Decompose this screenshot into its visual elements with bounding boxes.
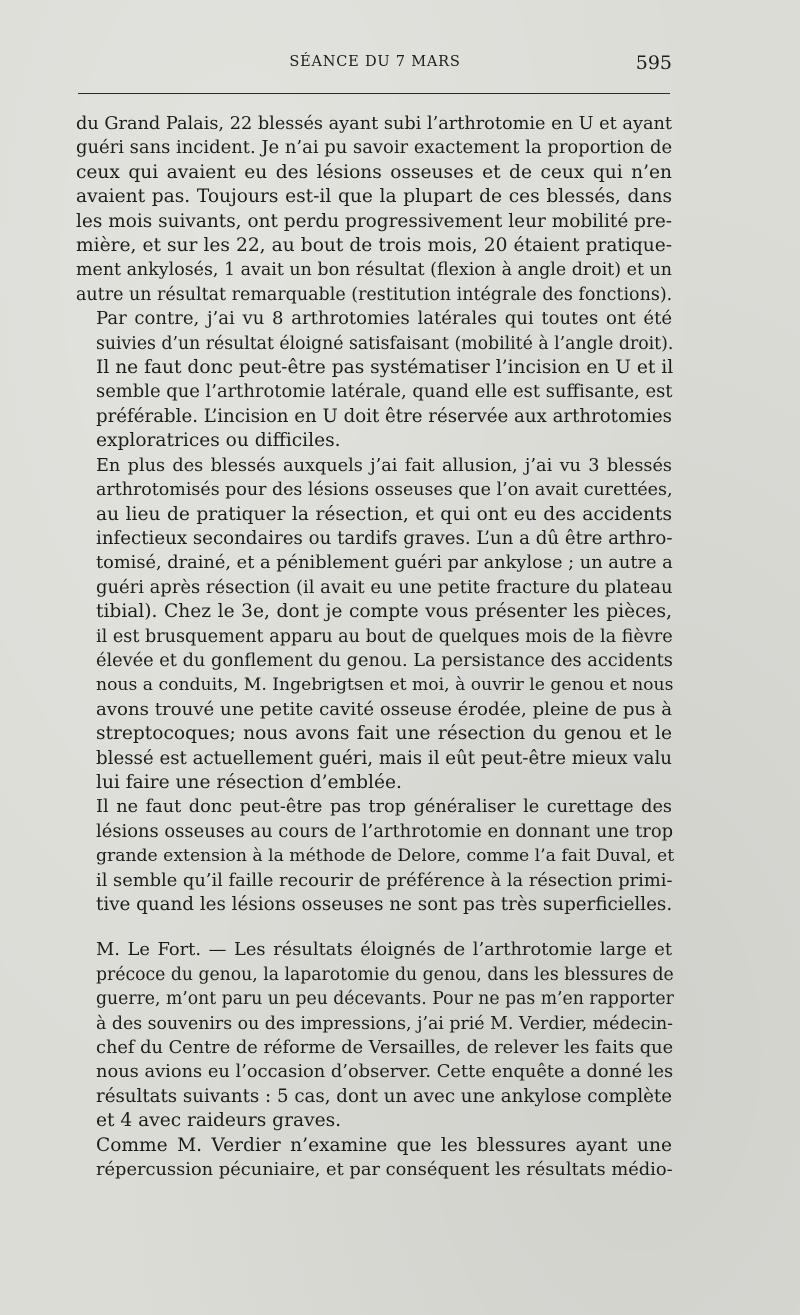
text-line: à des souvenirs ou des impressions, j’ai prié M. Verdier, médecin- [96,1013,674,1034]
paragraph-6 [76,1134,672,1183]
text-line: exploratrices ou difficiles. [96,430,341,452]
text-line: autre un résultat remarquable (restitution intégrale des fonctions). [76,284,673,305]
text-line: et 4 avec raideurs graves. [96,1110,342,1132]
text-line: suivies d’un résultat éloigné satisfaisant (mobilité à l’angle droit). [96,333,674,354]
text-line: M. Le Fort. — Les résultats éloignés de l’arthrotomie large et [96,939,672,961]
text-line: avons trouvé une petite cavité osseuse érodée, pleine de pus à [96,698,672,720]
text-line: ceux qui avaient eu des lésions osseuses et de ceux qui n’en [76,161,672,183]
text-line: au lieu de pratiquer la résection, et qui ont eu des accidents [96,503,672,525]
paragraph-2 [76,307,672,453]
text-line: lésions osseuses au cours de l’arthrotomie en donnant une trop [96,820,674,842]
text-line: tomisé, drainé, et a péniblement guéri par ankylose ; un autre a [96,553,673,574]
text-line: Comme M. Verdier n’examine que les blessures ayant une [96,1134,672,1156]
text-line: guéri après résection (il avait eu une petite fracture du plateau [96,576,673,598]
text-line: ment ankylosés, 1 avait un bon résultat (flexion à angle droit) et un [76,260,672,281]
page-number: 595 [635,52,672,74]
running-header [78,54,672,78]
text-line: il est brusquement apparu au bout de quelques mois de la fièvre [96,626,673,647]
text-line: guéri sans incident. Je n’ai pu savoir exactement la proportion de [76,137,673,159]
text-line: précoce du genou, la laparotomie du genou, dans les blessures de [96,964,674,985]
text-line: grande extension à la méthode de Delore, comme l’a fait Duval, et [96,846,675,867]
text-line: mière, et sur les 22, au bout de trois mois, 20 étaient pratique- [76,235,672,257]
paragraph-4 [76,795,675,917]
text-line: blessé est actuellement guéri, mais il eût peut-être mieux valu [96,747,672,769]
header-rule [78,93,670,94]
text-line: il semble qu’il faille recourir de préférence à la résection primi- [96,869,673,891]
text-line: avaient pas. Toujours est-il que la plupart de ces blessés, dans [76,186,672,208]
text-line: répercussion pécuniaire, et par conséquent les résultats médio- [96,1159,673,1181]
text-line: les mois suivants, ont perdu progressivement leur mobilité pre- [76,210,672,232]
text-line: résultats suivants : 5 cas, dont un avec une ankylose complète [96,1085,672,1107]
paragraph-1 [76,112,672,307]
text-line: Par contre, j’ai vu 8 arthrotomies latérales qui toutes ont été [96,308,672,330]
text-line: élevée et du gonflement du genou. La persistance des accidents [96,650,673,671]
text-line: du Grand Palais, 22 blessés ayant subi l’arthrotomie en U et ayant [76,114,672,134]
text-line: Il ne faut donc peut-être pas trop généraliser le curettage des [96,797,672,818]
text-line: tive quand les lésions osseuses ne sont pas très superficielles. [96,894,673,915]
header-title: SÉANCE DU 7 MARS [289,54,461,70]
text-line: arthrotomisés pour des lésions osseuses que l’on avait curettées, [96,480,673,501]
section-gap [76,917,672,938]
text-line: infectieux secondaires ou tardifs graves. L’un a dû être arthro- [96,527,673,549]
paragraph-5 [76,938,672,1133]
text-line: lui faire une résection d’emblée. [96,771,402,793]
text-line: tibial). Chez le 3e, dont je compte vous présenter les pièces, [96,601,672,623]
paragraph-3 [76,454,672,796]
body-text [76,112,675,1182]
text-line: nous avions eu l’occasion d’observer. Cette enquête a donné les [96,1061,674,1083]
text-line: nous a conduits, M. Ingebrigtsen et moi, à ouvrir le genou et nous [96,675,674,696]
text-line: Il ne faut donc peut-être pas systématiser l’incision en U et il [96,357,674,379]
text-line: chef du Centre de réforme de Versailles, de relever les faits que [96,1038,674,1059]
text-line: guerre, m’ont paru un peu décevants. Pour ne pas m’en rapporter [96,989,674,1010]
text-line: semble que l’arthrotomie latérale, quand elle est suffisante, est [96,381,673,403]
text-line: préférable. L’incision en U doit être réservée aux arthrotomies [96,405,672,427]
text-line: En plus des blessés auxquels j’ai fait allusion, j’ai vu 3 blessés [96,455,672,476]
text-line: streptocoques; nous avons fait une résection du genou et le [96,723,672,745]
